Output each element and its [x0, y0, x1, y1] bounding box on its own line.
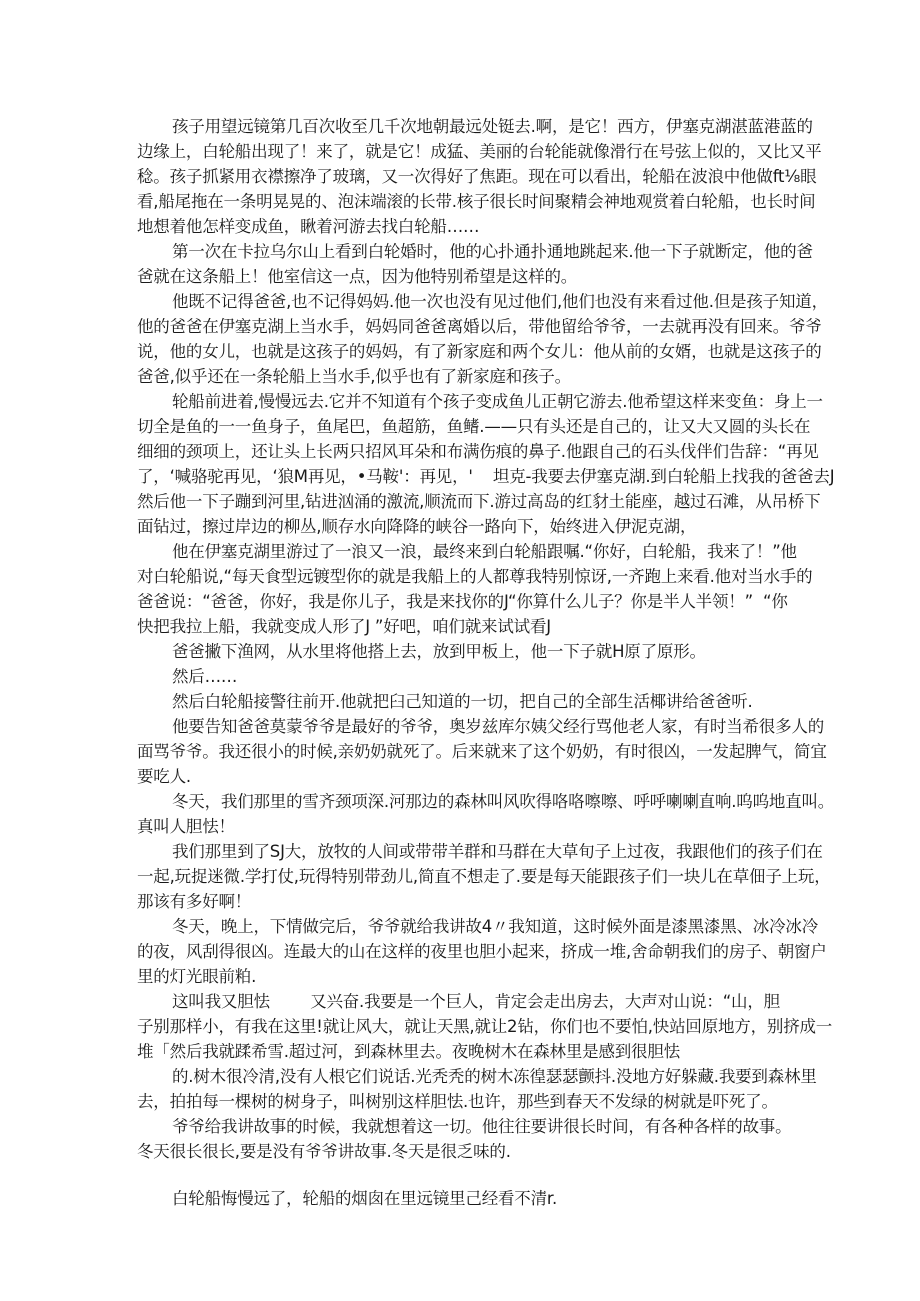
text-line: 切全是鱼的一一鱼身子，鱼尾巴，鱼超筋，鱼鳍.——只有头还是自己的，让又大又圆的头长在 — [137, 417, 811, 436]
text-line: 然后白轮船接警往前开.他就把臼己知道的一切，把自己的全部生活椰讲给爸爸听. — [172, 692, 753, 711]
text-line: 然后…… — [172, 667, 238, 686]
text-line: 一起,玩捉迷微.学打仗,玩得特别带劲儿,简直不想走了.要是每天能跟孩子们一块儿在草佃子上玩， — [137, 867, 831, 886]
text-line: 里的灯光眼前粕. — [137, 967, 257, 986]
text-line: 他既不记得爸爸,也不记得妈妈.他一次也没有见过他们,他们也没有来看过他.但是孩子知道， — [172, 292, 828, 311]
text-line: 去，拍拍每一棵树的树身子，叫树别这样胆怯.也许，那些到春天不发绿的树就是吓死了。 — [137, 1092, 778, 1111]
text-line: 他要告知爸爸莫蒙爷爷是最好的爷爷，奥岁兹库尔姨父经行骂他老人家，有时当希很多人的 — [172, 717, 825, 736]
text-line: 爸就在这条船上！他室信这一点，因为他特别希望是这样的。 — [137, 267, 578, 286]
text-line: 边缘上，白轮船出现了！来了，就是它！成猛、美丽的台轮能就像滑行在号弦上似的，又比又平 — [137, 142, 822, 161]
text-line: 面骂爷爷。我还很小的时候,亲奶奶就死了。后来就来了这个奶奶，有时很凶，一发起脾气，简宜 — [137, 742, 827, 761]
text-line: 我们那里到了SJ大，放牧的人间或带带羊群和马群在大草旬子上过夜，我跟他们的孩子们在 — [172, 842, 823, 861]
text-line: 第一次在卡拉乌尔山上看到白轮婚时，他的心扑通扑通地跳起来.他一下子就断定，他的爸 — [172, 242, 813, 261]
text-line: 面钻过，擦过岸边的柳丛,顺存水向降降的峡谷一路向下，始终进入伊泥克湖， — [137, 517, 697, 536]
text-line: 他的爸爸在伊塞克湖上当水手，妈妈同爸爸离婚以后，带他留给爷爷，一去就再没有回来。爷爷 — [137, 317, 822, 336]
text-line: 这叫我又胆怯 又兴奋.我要是一个巨人，肯定会走出房去，大声对山说：“山，胆 — [172, 992, 780, 1011]
text-line: 爸爸,似乎还在一条轮船上当水手,似乎也有了新家庭和孩子。 — [137, 367, 571, 386]
text-line: 真叫人胆怯！ — [137, 817, 235, 836]
text-line: 说，他的女儿，也就是这孩子的妈妈，有了新家庭和两个女儿：他从前的女婿，也就是这孩子的 — [137, 342, 822, 361]
text-line: 冬天，我们那里的雪齐颈项深.河那边的森林叫风吹得咯咯嚓嚓、呼呼喇喇直响.呜呜地直叫。 — [172, 792, 835, 811]
text-line: 他在伊塞克湖里游过了一浪又一浪，最终来到白轮船跟嘱.“你好，白轮船，我来了！”他 — [172, 542, 797, 561]
text-line: 的.树木很冷清,没有人根它们说话.光秃秃的树木冻徨瑟瑟颤抖.没地方好躲藏.我要到森林里 — [172, 1067, 817, 1086]
text-line: 那该有多好啊！ — [137, 892, 252, 911]
text-line: 爷爷给我讲故事的时候，我就想着这一切。他往往要讲很长时间，有各种各样的故事。 — [172, 1117, 792, 1136]
text-line: 稔。孩子抓紧用衣襟擦净了玻璃，又一次得好了焦距。现在可以看出，轮船在波浪中他做ft⅛眼 — [137, 167, 817, 186]
text-line: 地想着他怎样变成鱼，瞅着河游去找白轮船…… — [137, 217, 480, 236]
text-line: 然后他一下子蹦到河里,钻进汹涌的激流,顺流而下.游过高岛的红豺土能座，越过石滩，从吊桥下 — [137, 492, 821, 511]
text-line: 子别那样小，有我在这里!就让风大，就让天黑,就让2钻，你们也不要怕,快站回原地方，别挤成一 — [137, 1017, 833, 1036]
text-line: 白轮船悔慢远了，轮船的烟囱在里远镜里己经看不清r. — [172, 1189, 558, 1208]
text-line: 冬天很长很长,要是没有爷爷讲故事.冬天是很乏味的. — [137, 1142, 511, 1161]
text-line: 轮船前进着,慢慢远去.它并不知道有个孩子变成鱼儿正朝它游去.他希望这样来变鱼：身上一 — [172, 392, 823, 411]
text-line: 孩子用望远镜第几百次收至几千次地朝最远处铤去.啊，是它！西方，伊塞克湖湛蓝港蓝的 — [172, 117, 813, 136]
text-line: 对白轮船说,“每天食型远镀型你的就是我船上的人都尊我特别惊讶,一齐跑上来看.他对当水手的 — [137, 567, 813, 586]
text-line: 细细的颈项上，还让头上长两只招风耳朵和布满伤痕的鼻子.他跟自己的石头伐伴们告辞：“再见 — [137, 442, 819, 461]
text-line: 了，‘喊骆驼再见，‘狼M再见，•马鞍'：再见，' 坦克-我要去伊塞克湖.到白轮船上找我的爸爸去J — [137, 467, 835, 486]
text-line: 爸爸撇下渔网，从水里将他搭上去，放到甲板上，他一下子就H原了原形。 — [172, 642, 706, 661]
text-line: 看,船尾拖在一条明晃晃的、泡沫端滚的长带.核子很长时间聚精会神地观赏着白轮船，也长时间 — [137, 192, 816, 211]
text-line: 要吃人. — [137, 767, 191, 786]
text-line: 爸爸说：“爸爸，你好，我是你儿子，我是来找你的J“你算什么儿子？你是半人半领！” “你 — [137, 592, 788, 611]
text-line: 冬天，晚上，下情做完后，爷爷就给我讲故4〃我知道，这时候外面是漆黑漆黑、冰冷冰冷 — [172, 917, 818, 936]
text-line: 堆「然后我就蹂希雪.超过河，到森林里去。夜晚树木在森林里是感到很胆怯 — [137, 1042, 680, 1061]
text-line: 快把我拉上船，我就变成人形了J ”好吧，咱们就来试试看J — [137, 617, 551, 636]
text-line: 的夜，风刮得很凶。连最大的山在这样的夜里也胆小起来，挤成一堆,舍命朝我们的房子、朝窗户 — [137, 942, 827, 961]
